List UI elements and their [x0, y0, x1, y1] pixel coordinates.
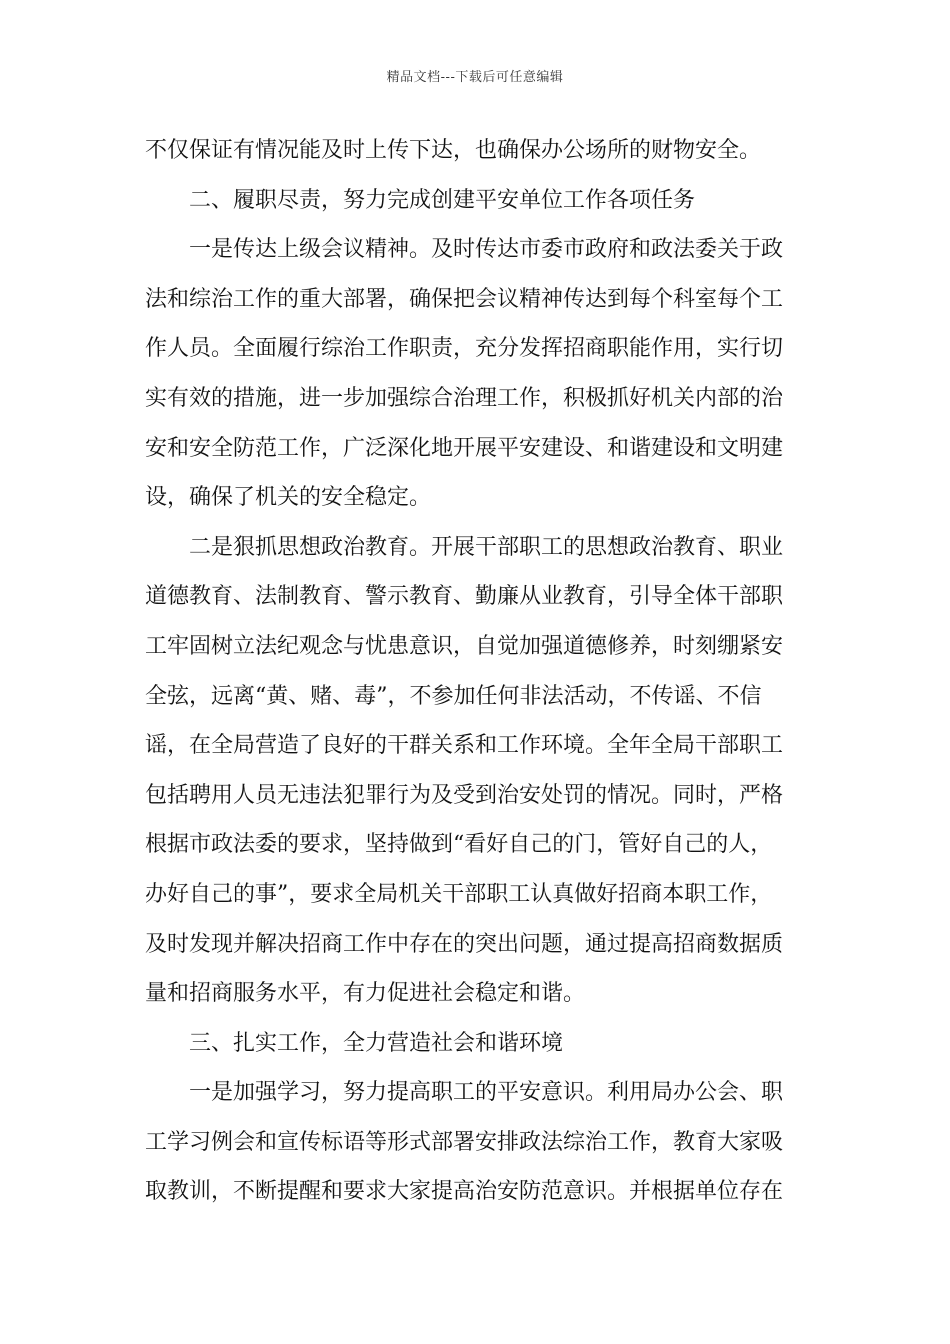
- text-line: 二是狠抓思想政治教育。开展干部职工的思想政治教育、职业: [189, 534, 784, 560]
- text-line: 二、履职尽责，努力完成创建平安单位工作各项任务: [189, 187, 696, 213]
- text-line: 实有效的措施，进一步加强综合治理工作，积极抓好机关内部的治: [145, 385, 784, 411]
- text-line: 工牢固树立法纪观念与忧患意识，自觉加强道德修养，时刻绷紧安: [145, 633, 784, 659]
- text-line: 一是加强学习，努力提高职工的平安意识。利用局办公会、职: [189, 1080, 784, 1106]
- text-line: 谣，在全局营造了良好的干群关系和工作环境。全年全局干部职工: [145, 733, 784, 759]
- text-line: 道德教育、法制教育、警示教育、勤廉从业教育，引导全体干部职: [145, 584, 784, 610]
- text-line: 法和综治工作的重大部署，确保把会议精神传达到每个科室每个工: [145, 286, 784, 312]
- text-line: 取教训，不断提醒和要求大家提高治安防范意识。并根据单位存在: [145, 1179, 784, 1205]
- text-line: 工学习例会和宣传标语等形式部署安排政法综治工作，教育大家吸: [145, 1129, 784, 1155]
- text-line: 安和安全防范工作，广泛深化地开展平安建设、和谐建设和文明建: [145, 435, 784, 461]
- text-line: 包括聘用人员无违法犯罪行为及受到治安处罚的情况。同时，严格: [145, 782, 784, 808]
- text-line: 一是传达上级会议精神。及时传达市委市政府和政法委关于政: [189, 237, 784, 263]
- page-header: 精品文档---下载后可任意编辑: [386, 70, 564, 85]
- text-line: 办好自己的事”，要求全局机关干部职工认真做好招商本职工作，: [145, 881, 773, 907]
- text-line: 量和招商服务水平，有力促进社会稳定和谐。: [145, 981, 586, 1007]
- text-line: 及时发现并解决招商工作中存在的突出问题，通过提高招商数据质: [145, 931, 784, 957]
- text-line: 全弦，远离“黄、赌、毒”，不参加任何非法活动，不传谣、不信: [145, 683, 762, 709]
- text-line: 作人员。全面履行综治工作职责，充分发挥招商职能作用，实行切: [145, 336, 784, 362]
- document-body: [145, 126, 807, 1217]
- text-line: 根据市政法委的要求，坚持做到“看好自己的门，管好自己的人，: [145, 832, 773, 858]
- text-line: 三、扎实工作，全力营造社会和谐环境: [189, 1030, 564, 1056]
- text-line: 不仅保证有情况能及时上传下达，也确保办公场所的财物安全。: [145, 138, 762, 163]
- text-line: 设，确保了机关的安全稳定。: [145, 485, 432, 511]
